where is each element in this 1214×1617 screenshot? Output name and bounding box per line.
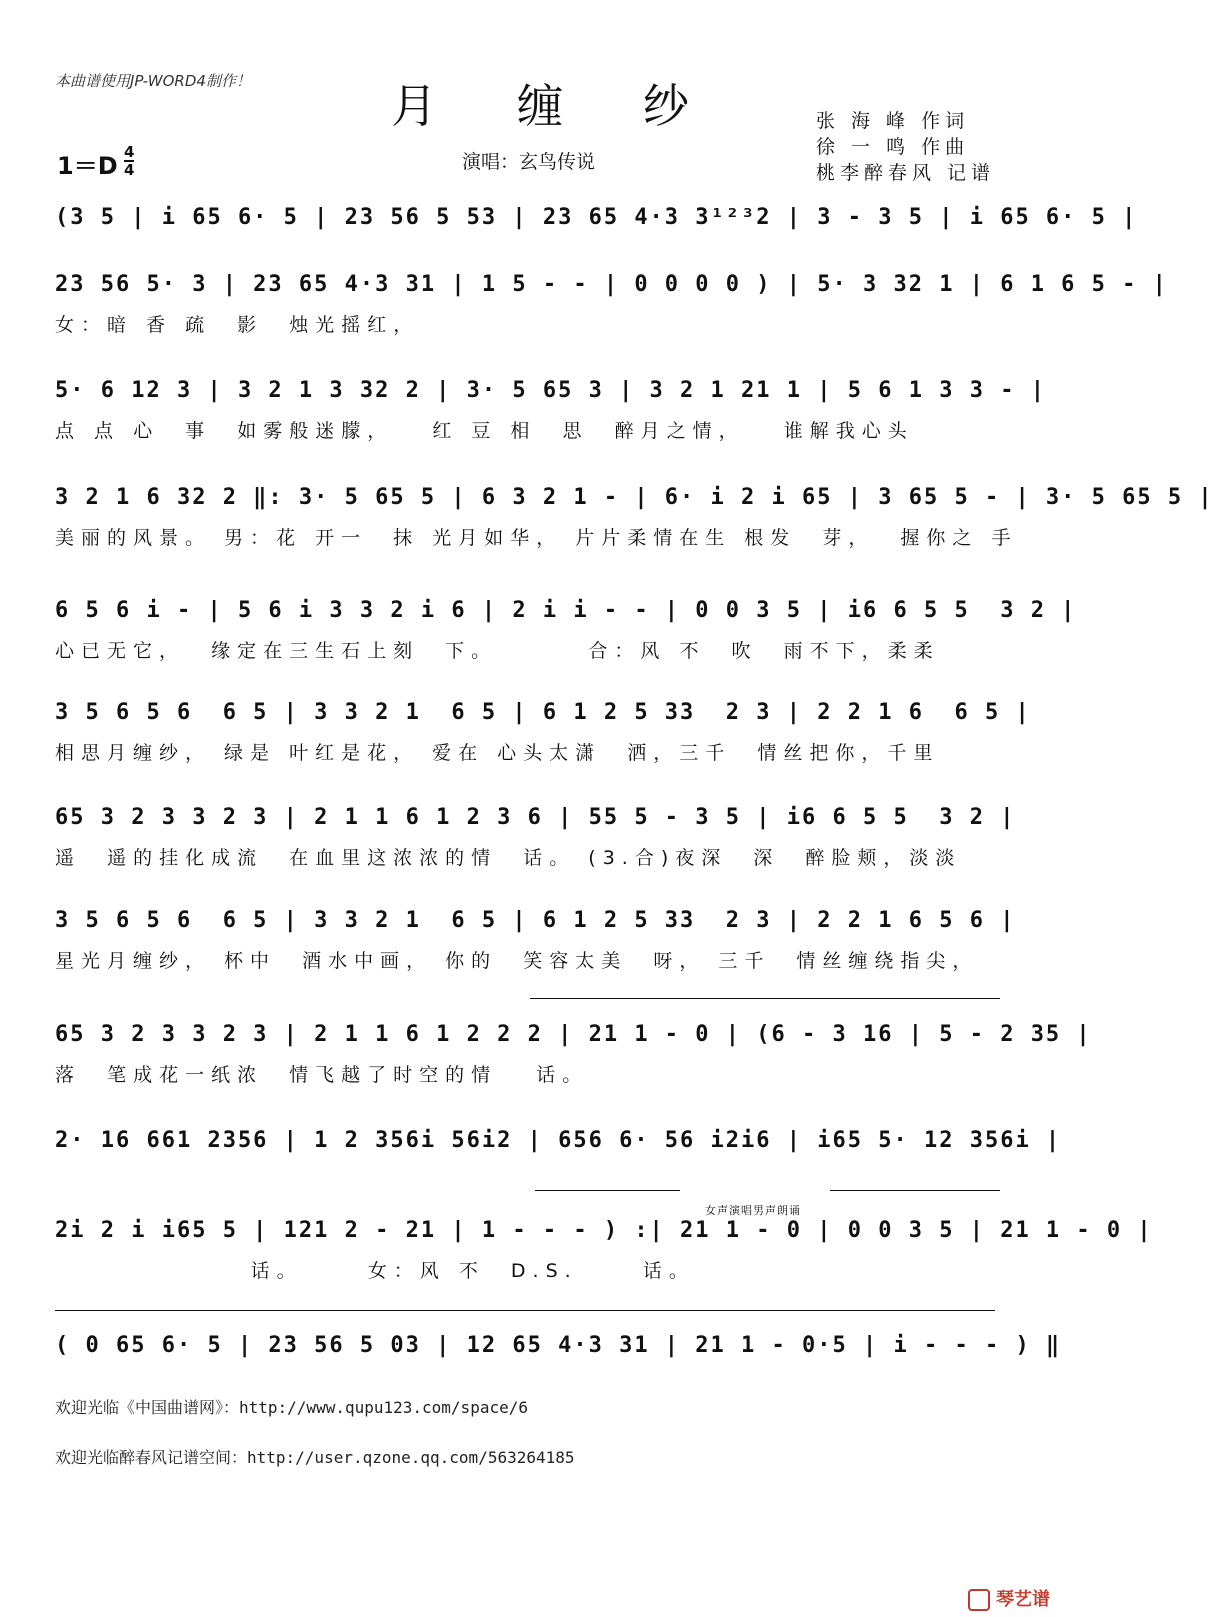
- notation-row: 65 3 2 3 3 2 3 | 2 1 1 6 1 2 3 6 | 55 5 - 3 5 | i6 6 5 5 3 2 |: [55, 805, 1016, 830]
- singer: 演唱：玄鸟传说: [462, 151, 596, 173]
- footer-link-1[interactable]: 欢迎光临《中国曲谱网》：http://www.qupu123.com/space/6: [55, 1398, 528, 1417]
- notation-row: 6 5 6 i - | 5 6 i 3 3 2 i 6 | 2 i i - - | 0 0 3 5 | i6 6 5 5 3 2 |: [55, 598, 1077, 623]
- time-sig-top: 4: [124, 143, 135, 161]
- logo-text: 琴艺谱: [996, 1589, 1050, 1610]
- transcriber-credit: 桃李醉春风 记谱: [815, 162, 995, 184]
- notation-row: (3 5 | i 65 6· 5 | 23 56 5 53 | 23 65 4·3 3¹²³2 | 3 - 3 5 | i 65 6· 5 |: [55, 205, 1138, 230]
- notation-row: 65 3 2 3 3 2 3 | 2 1 1 6 1 2 2 2 | 21 1 - 0 | (6 - 3 16 | 5 - 2 35 |: [55, 1022, 1092, 1047]
- lyrics-row: 女：暗 香 疏 影 烛光摇红，: [55, 314, 420, 336]
- lyrics-row: 心已无它， 缘定在三生石上刻 下。 合：风 不 吹 雨不下，柔柔: [55, 640, 940, 662]
- notation-row: 2i 2 i i65 5 | 121 2 - 21 | 1 - - - ) :| 21 1 - 0 | 0 0 3 5 | 21 1 - 0 |: [55, 1218, 1153, 1243]
- footer-link-2[interactable]: 欢迎光临醉春风记谱空间：http://user.qzone.qq.com/563264185: [55, 1448, 575, 1467]
- lyrics-row: 相思月缠纱， 绿是 叶红是花， 爱在 心头太潇 洒，三千 情丝把你，千里: [55, 742, 940, 764]
- song-title: 月缠纱: [391, 79, 769, 133]
- site-logo: [968, 1585, 1050, 1611]
- lyrics-row: 落 笔成花一纸浓 情飞越了时空的情 话。: [55, 1064, 589, 1086]
- volta-bracket: [830, 1190, 1000, 1191]
- lyrics-row: 话。 女：风 不 D.S. 话。: [55, 1260, 695, 1282]
- lyrics-row: 美丽的风景。 男：花 开一 抹 光月如华， 片片柔情在生 根发 芽， 握你之 手: [55, 527, 1018, 549]
- notation-row: 5· 6 12 3 | 3 2 1 3 32 2 | 3· 5 65 3 | 3 2 1 21 1 | 5 6 1 3 3 - |: [55, 378, 1046, 403]
- notation-row: 2· 16 661 2356 | 1 2 356i 56i2 | 656 6· 56 i2i6 | i65 5· 12 356i |: [55, 1128, 1062, 1153]
- notation-row: ( 0 65 6· 5 | 23 56 5 03 | 12 65 4·3 31 | 21 1 - 0·5 | i - - - ) ‖: [55, 1333, 1062, 1358]
- notation-row: 3 2 1 6 32 2 ‖: 3· 5 65 5 | 6 3 2 1 - | 6· i 2 i 65 | 3 65 5 - | 3· 5 65 5 |: [55, 485, 1214, 510]
- voice-annotation: 女声演唱男声朗诵: [705, 1204, 801, 1217]
- notation-row: 3 5 6 5 6 6 5 | 3 3 2 1 6 5 | 6 1 2 5 33 2 3 | 2 2 1 6 5 6 |: [55, 908, 1016, 933]
- composer-credit: 徐 一 鸣 作曲: [815, 136, 970, 158]
- credits: [816, 108, 995, 186]
- key-signature: 1＝D: [57, 152, 118, 180]
- volta-bracket: [55, 1310, 995, 1311]
- tool-note: 本曲谱使用JP-WORD4制作！: [55, 72, 251, 90]
- lyrics-row: 遥 遥的挂化成流 在血里这浓浓的情 话。 (3.合)夜深 深 醉脸颊，淡淡: [55, 847, 962, 869]
- volta-bracket: [530, 998, 1000, 999]
- lyricist-credit: 张 海 峰 作词: [815, 110, 970, 132]
- volta-bracket: [535, 1190, 680, 1191]
- logo-icon: [968, 1589, 990, 1611]
- notation-row: 23 56 5· 3 | 23 65 4·3 31 | 1 5 - - | 0 0 0 0 ) | 5· 3 32 1 | 6 1 6 5 - |: [55, 272, 1168, 297]
- lyrics-row: 点 点 心 事 如雾般迷朦， 红 豆 相 思 醉月之情， 谁解我心头: [55, 420, 914, 442]
- notation-row: 3 5 6 5 6 6 5 | 3 3 2 1 6 5 | 6 1 2 5 33 2 3 | 2 2 1 6 6 5 |: [55, 700, 1031, 725]
- lyrics-row: 星光月缠纱， 杯中 酒水中画， 你的 笑容太美 呀， 三千 情丝缠绕指尖，: [55, 950, 979, 972]
- time-signature: [124, 144, 134, 178]
- time-sig-bottom: 4: [124, 161, 135, 179]
